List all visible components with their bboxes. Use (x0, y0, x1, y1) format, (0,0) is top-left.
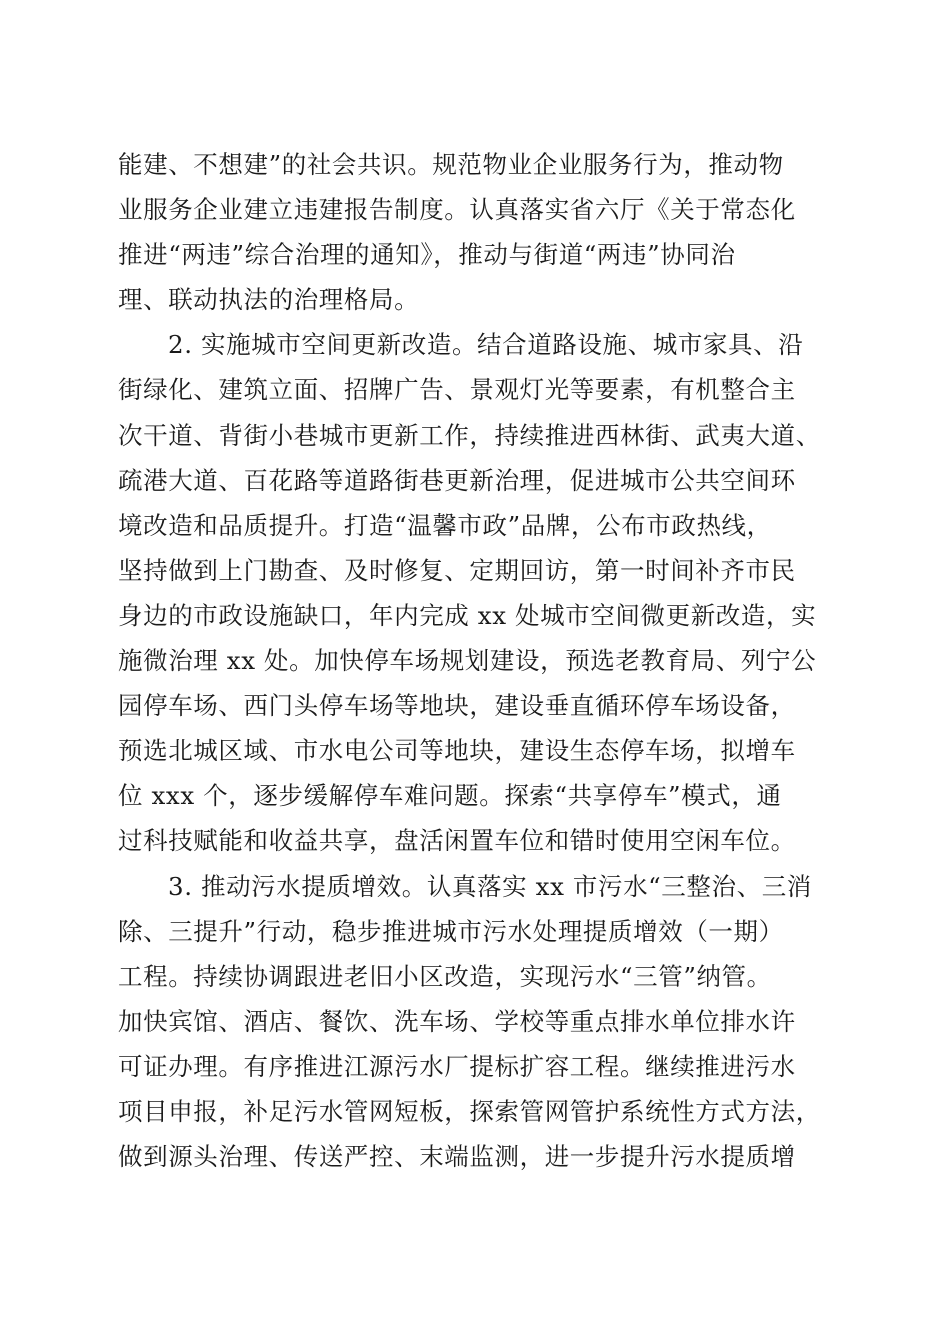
text-line-20: 加快宾馆、酒店、餐饮、洗车场、学校等重点排水单位排水许 (118, 1006, 796, 1036)
section-2-heading-line: 2. 实施城市空间更新改造。结合道路设施、城市家具、沿 (168, 330, 804, 360)
text-line-16: 过科技赋能和收益共享，盘活闲置车位和错时使用空闲车位。 (118, 826, 796, 856)
text-line-9: 境改造和品质提升。打造“温馨市政”品牌，公布市政热线， (118, 510, 772, 540)
section-3-heading-line: 3. 推动污水提质增效。认真落实 xx 市污水“三整治、三消 (168, 871, 812, 901)
text-line-11: 身边的市政设施缺口，年内完成 xx 处城市空间微更新改造，实 (118, 600, 817, 630)
text-line-8: 疏港大道、百花路等道路街巷更新治理，促进城市公共空间环 (118, 465, 796, 495)
body-text (118, 142, 838, 1179)
text-line-3: 推进“两违”综合治理的通知》，推动与街道“两违”协同治 (118, 240, 736, 270)
text-line-13: 园停车场、西门头停车场等地块，建设垂直循环停车场设备， (118, 691, 796, 721)
text-line-6: 街绿化、建筑立面、招牌广告、景观灯光等要素，有机整合主 (118, 375, 796, 405)
text-line-4: 理、联动执法的治理格局。 (118, 285, 420, 315)
text-line-2: 业服务企业建立违建报告制度。认真落实省六厅《关于常态化 (118, 195, 796, 225)
text-line-1: 能建、不想建”的社会共识。规范物业企业服务行为，推动物 (118, 150, 784, 179)
text-line-18: 除、三提升”行动，稳步推进城市污水处理提质增效（一期） (118, 916, 784, 946)
text-line-14: 预选北城区域、市水电公司等地块，建设生态停车场，拟增车 (118, 736, 796, 766)
text-line-22: 项目申报，补足污水管网短板，探索管网管护系统性方式方法， (118, 1096, 821, 1126)
text-line-19: 工程。持续协调跟进老旧小区改造，实现污水“三管”纳管。 (118, 961, 772, 991)
text-line-21: 可证办理。有序推进江源污水厂提标扩容工程。继续推进污水 (118, 1051, 796, 1081)
text-line-23: 做到源头治理、传送严控、末端监测，进一步提升污水提质增 (118, 1142, 796, 1172)
text-line-10: 坚持做到上门勘查、及时修复、定期回访，第一时间补齐市民 (118, 555, 796, 585)
text-line-15: 位 xxx 个，逐步缓解停车难问题。探索“共享停车”模式，通 (118, 781, 782, 811)
text-line-7: 次干道、背街小巷城市更新工作，持续推进西林街、武夷大道、 (118, 420, 821, 450)
text-line-12: 施微治理 xx 处。加快停车场规划建设，预选老教育局、列宁公 (118, 646, 817, 676)
